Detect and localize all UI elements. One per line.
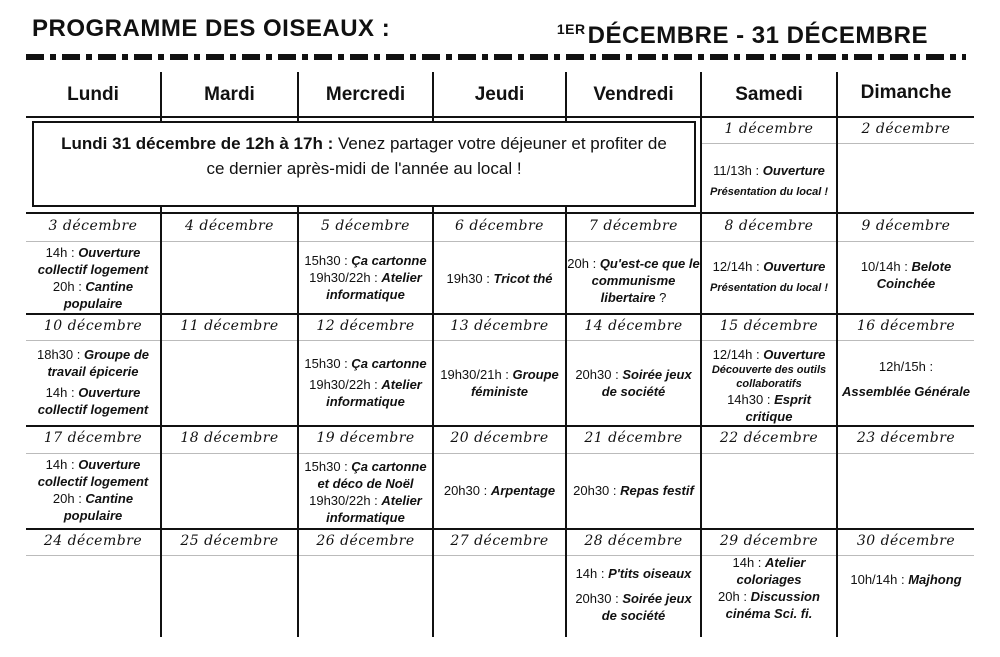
event-title: Ouverture collectif logement — [37, 385, 149, 417]
event-time: 14h : — [732, 555, 766, 570]
event-item — [838, 383, 974, 400]
event-cell — [702, 162, 836, 199]
event-time: 12/14h : — [712, 259, 764, 274]
event-cell — [26, 346, 160, 418]
event-title: Atelier informatique — [326, 270, 422, 302]
date-label: 14 décembre — [584, 318, 683, 334]
event-time: 14h : — [45, 385, 79, 400]
date-label: 25 décembre — [180, 533, 279, 549]
banner-text: Venez partager votre déjeuner et profiter de ce dernier après-midi de l'année au local ! — [206, 134, 667, 178]
event-title: Groupe féministe — [470, 367, 559, 399]
event-item — [299, 458, 432, 492]
event-cell — [299, 252, 432, 303]
date-label: 21 décembre — [584, 430, 683, 446]
date-label: 10 décembre — [43, 318, 143, 334]
event-time: 20h30 : — [573, 483, 621, 498]
grid-line — [26, 340, 974, 341]
event-time: 18h30 : — [36, 347, 84, 362]
date-label: 1 décembre — [724, 121, 814, 137]
event-item — [299, 355, 432, 372]
event-cell — [26, 244, 160, 312]
day-header-samedi: Samedi — [735, 84, 803, 105]
event-time: 19h30/22h : — [309, 270, 382, 285]
event-item — [702, 346, 836, 363]
date-label: 17 décembre — [43, 430, 143, 446]
event-time: 14h : — [45, 457, 79, 472]
grid-line — [26, 212, 974, 214]
event-time: 19h30/22h : — [309, 493, 382, 508]
day-header-vendredi: Vendredi — [593, 84, 674, 105]
event-cell — [838, 571, 974, 588]
event-item — [702, 554, 836, 588]
event-title: Soirée jeux de société — [601, 591, 692, 623]
event-item — [567, 565, 700, 582]
page-title: PROGRAMME DES OISEAUX : — [32, 15, 391, 42]
event-cell — [567, 255, 700, 306]
event-item — [26, 244, 160, 278]
event-cell — [838, 358, 974, 400]
day-header-lundi: Lundi — [67, 84, 119, 105]
event-item — [299, 269, 432, 303]
event-cell — [838, 258, 974, 292]
event-item — [26, 384, 160, 418]
event-item — [702, 588, 836, 622]
date-label: 26 décembre — [316, 533, 415, 549]
day-header-jeudi: Jeudi — [474, 84, 525, 105]
event-title: Groupe de travail épicerie — [47, 347, 149, 379]
date-label: 3 décembre — [48, 218, 138, 234]
event-title: Tricot thé — [493, 271, 553, 286]
event-time: 20h30 : — [443, 483, 491, 498]
date-label: 28 décembre — [584, 533, 683, 549]
event-item — [299, 252, 432, 269]
date-label: 27 décembre — [450, 533, 549, 549]
grid-line — [26, 453, 974, 454]
event-title: Soirée jeux de société — [601, 367, 692, 399]
event-time: 19h30/21h : — [440, 367, 513, 382]
day-header-mardi: Mardi — [204, 84, 255, 105]
event-time: 15h30 : — [304, 459, 352, 474]
grid-line — [26, 116, 974, 118]
event-title: Belote Coinchée — [876, 259, 952, 291]
day-header-dimanche: Dimanche — [860, 82, 952, 103]
event-title: Assemblée Générale — [842, 384, 970, 399]
event-item — [26, 346, 160, 380]
event-time: 20h30 : — [575, 367, 623, 382]
event-time: 14h : — [575, 566, 609, 581]
day-header-mercredi: Mercredi — [325, 84, 406, 105]
date-label: 29 décembre — [719, 533, 819, 549]
period-text: DÉCEMBRE - 31 DÉCEMBRE — [587, 22, 928, 49]
event-title: Ça cartonne — [351, 356, 427, 371]
event-title: Majhong — [908, 572, 962, 587]
event-time: 19h30/22h : — [309, 377, 382, 392]
date-label: 22 décembre — [719, 430, 819, 446]
announcement-banner — [32, 121, 696, 207]
event-cell — [567, 482, 700, 499]
event-time: 20h30 : — [575, 591, 623, 606]
event-item — [299, 376, 432, 410]
event-cell — [702, 258, 836, 295]
date-label: 20 décembre — [450, 430, 549, 446]
date-label: 6 décembre — [455, 218, 544, 234]
event-item — [567, 590, 700, 624]
event-time: 12/14h : — [712, 347, 764, 362]
event-item — [434, 270, 565, 287]
event-suffix: ? — [655, 290, 667, 305]
event-cell — [26, 456, 160, 524]
event-time: 15h30 : — [304, 253, 352, 268]
date-label: 7 décembre — [589, 218, 678, 234]
event-title: Atelier informatique — [326, 493, 422, 525]
event-item — [702, 258, 836, 275]
event-title: Repas festif — [620, 483, 694, 498]
event-cell — [299, 355, 432, 410]
event-cell — [567, 565, 700, 624]
date-label: 9 décembre — [861, 218, 951, 234]
event-cell — [434, 270, 565, 287]
event-title: Ça cartonne — [351, 253, 427, 268]
event-item — [434, 482, 565, 499]
event-item — [26, 278, 160, 312]
date-label: 19 décembre — [316, 430, 415, 446]
event-time: 20h : — [718, 589, 751, 604]
event-item — [838, 571, 974, 588]
date-label: 8 décembre — [724, 218, 814, 234]
event-title: P'tits oiseaux — [608, 566, 692, 581]
event-title: Ouverture collectif logement — [37, 245, 149, 277]
event-subtitle: Présentation du local ! — [710, 186, 828, 198]
date-label: 15 décembre — [719, 318, 819, 334]
event-item — [26, 456, 160, 490]
date-label: 24 décembre — [43, 533, 143, 549]
event-item — [702, 162, 836, 179]
grid-line — [26, 528, 974, 530]
event-time: 10/14h : — [860, 259, 912, 274]
event-item — [838, 258, 974, 292]
event-subtitle: Présentation du local ! — [710, 282, 828, 294]
date-label: 5 décembre — [321, 218, 410, 234]
event-time: 20h : — [567, 256, 600, 271]
event-title: Ça cartonne et déco de Noël — [317, 459, 427, 491]
date-label: 30 décembre — [856, 533, 956, 549]
date-label: 18 décembre — [180, 430, 279, 446]
event-time: 11/13h : — [713, 163, 763, 178]
event-item — [567, 255, 700, 306]
event-title: Arpentage — [490, 483, 556, 498]
event-item — [434, 366, 565, 400]
event-title: Ouverture — [763, 347, 826, 362]
date-label: 23 décembre — [856, 430, 956, 446]
event-subtitle: Découverte des outils collaboratifs — [711, 364, 827, 390]
event-cell — [567, 366, 700, 400]
event-title: Atelier informatique — [326, 377, 422, 409]
date-label: 11 décembre — [180, 318, 279, 334]
event-time: 12h/15h : — [878, 359, 934, 374]
event-time: 15h30 : — [304, 356, 352, 371]
event-time: 20h : — [52, 279, 86, 294]
event-title: Cantine populaire — [63, 279, 134, 311]
event-title: Cantine populaire — [63, 491, 134, 523]
event-time: 14h : — [45, 245, 79, 260]
event-cell — [299, 458, 432, 526]
grid-line — [26, 425, 974, 427]
event-item — [567, 366, 700, 400]
period-superscript: 1ER — [556, 21, 586, 37]
event-time: 10h/14h : — [850, 572, 909, 587]
event-title: Esprit critique — [745, 392, 811, 424]
banner-title: Lundi 31 décembre de 12h à 17h : — [61, 134, 334, 153]
event-time: 14h30 : — [727, 392, 775, 407]
event-item — [567, 482, 700, 499]
event-cell — [702, 554, 836, 622]
event-title: Ouverture — [763, 259, 826, 274]
event-title: Ouverture — [762, 163, 825, 178]
event-title: Ouverture collectif logement — [37, 457, 149, 489]
event-cell — [702, 346, 836, 425]
event-title: Atelier coloriages — [736, 555, 806, 587]
date-label: 16 décembre — [856, 318, 956, 334]
event-item — [26, 490, 160, 524]
event-item — [702, 391, 836, 425]
event-cell — [434, 482, 565, 499]
date-label: 13 décembre — [450, 318, 549, 334]
date-label: 12 décembre — [316, 318, 415, 334]
grid-line — [26, 241, 974, 242]
event-title: Qu'est-ce que le communisme libertaire — [591, 256, 700, 305]
event-item — [299, 492, 432, 526]
date-label: 4 décembre — [185, 218, 274, 234]
event-time: 20h : — [52, 491, 86, 506]
grid-line — [26, 313, 974, 315]
date-label: 2 décembre — [861, 121, 951, 137]
event-cell — [434, 366, 565, 400]
event-title: Discussion cinéma Sci. fi. — [725, 589, 820, 621]
event-time: 19h30 : — [446, 271, 494, 286]
